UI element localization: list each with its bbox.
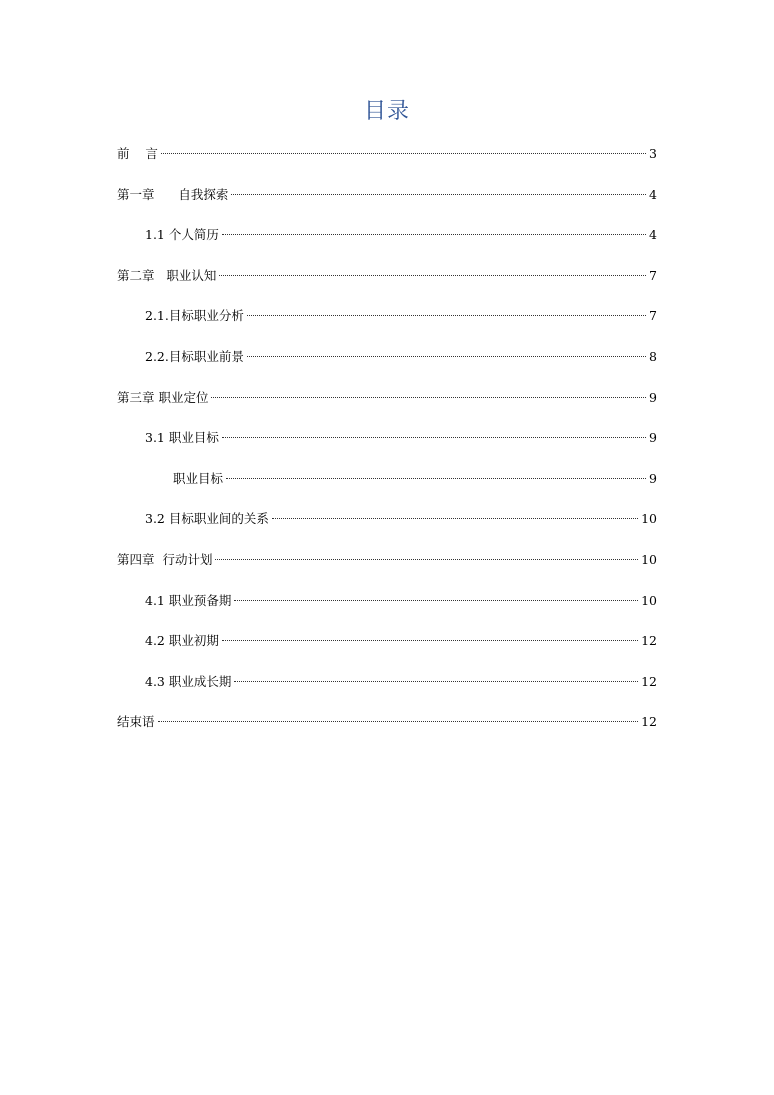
toc-entry-label: 4.1 职业预备期 — [145, 592, 232, 608]
toc-entry[interactable] — [117, 591, 657, 632]
toc-entry[interactable] — [117, 144, 657, 185]
toc-entry-page-number: 9 — [649, 389, 657, 405]
toc-dot-leader — [222, 437, 646, 438]
toc-entry-label: 3.2 目标职业间的关系 — [145, 511, 269, 527]
toc-entry[interactable] — [117, 388, 657, 429]
toc-heading: 目录 — [363, 99, 410, 124]
toc-entry-page-number: 9 — [649, 430, 657, 446]
toc-entry-page-number: 12 — [641, 714, 657, 730]
toc-entry-page-number: 9 — [649, 470, 657, 486]
toc-entry[interactable] — [117, 347, 657, 388]
toc-dot-leader — [234, 600, 638, 601]
toc-entry-page-number: 10 — [641, 551, 657, 567]
toc-entry-label: 4.2 职业初期 — [145, 633, 219, 649]
toc-entry-label: 4.3 职业成长期 — [145, 673, 232, 689]
toc-entry[interactable] — [117, 306, 657, 347]
toc-entry-label: 第一章 自我探索 — [117, 186, 229, 202]
toc-entry-label: 2.1.目标职业分析 — [145, 308, 244, 324]
toc-dot-leader — [219, 275, 646, 276]
toc-entry-label: 第二章 职业认知 — [117, 267, 217, 283]
toc-entry-page-number: 4 — [649, 186, 657, 202]
toc-entry-page-number: 8 — [649, 348, 657, 364]
toc-entry-label: 第三章 职业定位 — [117, 389, 209, 405]
toc-dot-leader — [158, 721, 639, 722]
toc-entry-page-number: 7 — [649, 267, 657, 283]
toc-entry-label: 3.1 职业目标 — [145, 430, 219, 446]
toc-entry-label: 结束语 — [117, 714, 155, 730]
toc-entry-label: 1.1 个人简历 — [145, 227, 219, 243]
toc-entry[interactable] — [117, 185, 657, 226]
toc-entry-page-number: 12 — [641, 673, 657, 689]
toc-dot-leader — [215, 559, 638, 560]
toc-entry[interactable] — [117, 631, 657, 672]
toc-entry-page-number: 3 — [649, 146, 657, 161]
toc-entry-page-number: 10 — [641, 511, 657, 527]
toc-dot-leader — [272, 518, 638, 519]
toc-dot-leader — [161, 153, 646, 154]
toc-dot-leader — [222, 234, 646, 235]
toc-dot-leader — [247, 356, 646, 357]
toc-entry-page-number: 12 — [641, 633, 657, 649]
toc-dot-leader — [234, 681, 638, 682]
toc-entry[interactable] — [117, 672, 657, 713]
toc-dot-leader — [211, 397, 646, 398]
toc-dot-leader — [222, 640, 638, 641]
toc-entry[interactable] — [117, 225, 657, 266]
toc-entry[interactable] — [117, 550, 657, 591]
toc-entry[interactable] — [117, 428, 657, 469]
toc-dot-leader — [247, 315, 646, 316]
toc-entry-page-number: 7 — [649, 308, 657, 324]
table-of-contents — [117, 144, 657, 753]
toc-dot-leader — [231, 194, 646, 195]
toc-entry-label: 前 言 — [117, 146, 158, 161]
toc-entry-page-number: 4 — [649, 227, 657, 243]
toc-entry-label: 职业目标 — [173, 470, 224, 486]
toc-entry-label: 2.2.目标职业前景 — [145, 348, 244, 364]
toc-dot-leader — [226, 478, 646, 479]
toc-entry[interactable] — [117, 509, 657, 550]
toc-entry-label: 第四章 行动计划 — [117, 551, 213, 567]
toc-entry[interactable] — [117, 266, 657, 307]
toc-entry-page-number: 10 — [641, 592, 657, 608]
toc-entry[interactable] — [117, 469, 657, 510]
toc-entry[interactable] — [117, 712, 657, 753]
